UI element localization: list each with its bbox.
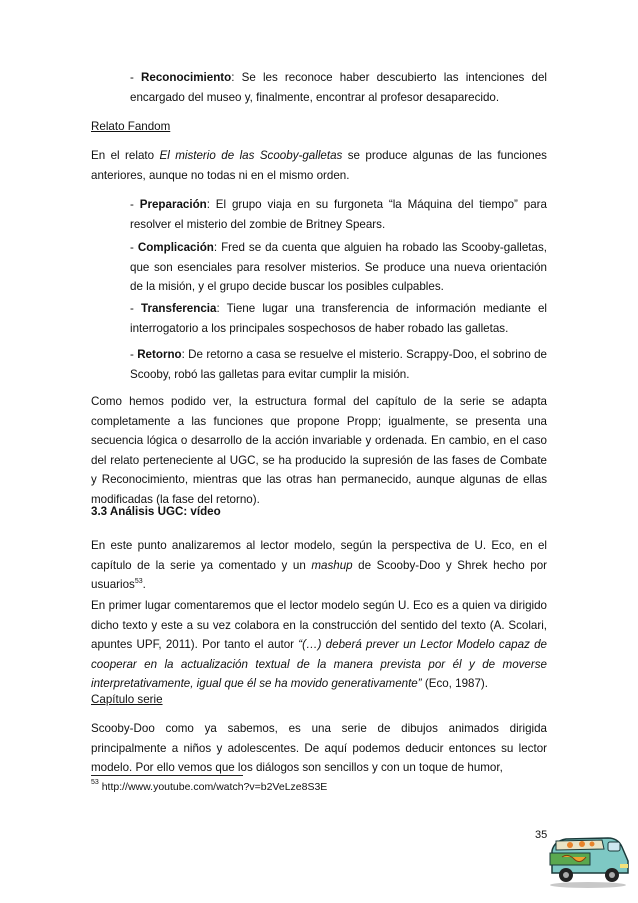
text: En el relato [91,149,160,162]
paragraph-transferencia [130,299,547,338]
text: : El grupo viaja en su furgoneta “la Máquina del tiempo” para resolver el misterio del zombie de Britney Spears. [130,198,547,231]
term-preparacion: Preparación [139,198,207,211]
paragraph-scooby-serie: Scooby-Doo como ya sabemos, es una serie de dibujos animados dirigida principalmente a niños y adolescentes. De aquí podemos deducir entonces su lector modelo. Por ello vemos que los diálogos son sencillos y con un toque de humor, [91,722,547,775]
paragraph-eco-lector [91,596,547,694]
text: . [142,578,146,592]
text: de Scooby-Doo y Shrek hecho por usuarios [91,558,547,592]
paragraph-lector-modelo-intro [91,536,547,595]
dash: - [130,348,138,361]
term-reconocimiento: Reconocimiento [141,71,232,84]
footnote-separator [91,775,243,776]
story-title: El misterio de las Scooby-galletas [159,149,343,162]
dash: - [130,302,142,315]
section-heading-3-3: 3.3 Análisis UGC: vídeo [91,505,221,518]
term-mashup: mashup [311,558,353,572]
text: : Se les reconoce haber descubierto las intenciones del encargado del museo y, finalmente, encontrar al profesor desaparecido. [130,71,547,104]
term-retorno: Retorno [137,348,182,361]
text: En este punto analizaremos al lector modelo, según la perspectiva de U. Eco, en el capítulo de la serie ya comentado y un [91,539,547,572]
footnote [91,781,327,793]
paragraph-retorno [130,345,547,384]
dash: - [130,198,140,211]
paragraph-complicacion [130,238,547,297]
text: : De retorno a casa se resuelve el misterio. Scrappy-Doo, el sobrino de Scooby, robó las galletas para evitar cumplir la misión. [130,348,547,381]
heading-capitulo-serie: Capítulo serie [91,693,163,706]
term-transferencia: Transferencia [141,302,217,315]
heading-relato-fandom: Relato Fandom [91,120,171,133]
dash: - [130,241,138,254]
text: En primer lugar comentaremos que el lector modelo según U. Eco es a quien va dirigido dicho texto y este a su vez colabora en la construcción del sentido del texto (A. Scolari, apuntes UPF, 2011). Por tanto el autor [91,599,547,652]
paragraph-fandom-intro [91,146,547,185]
text: se produce algunas de las funciones anteriores, aunque no todas ni en el mismo orden. [91,149,547,182]
paragraph-reconocimiento [130,68,547,107]
text: : Fred se da cuenta que alguien ha robado las Scooby-galletas, que son esenciales para resolver misterios. Se produce una nueva orientación de la misión, y el grupo decide buscar los posibles culpables. [130,241,547,294]
term-complicacion: Complicación [137,241,214,254]
footnote-url[interactable]: http://www.youtube.com/watch?v=b2VeLze8S3E [98,781,328,793]
text: : Tiene lugar una transferencia de información mediante el interrogatorio a los principales sospechosos de haber robado las galletas. [130,302,547,335]
paragraph-preparacion [130,195,547,234]
dash: - [130,71,142,84]
text: (Eco, 1987). [421,677,489,691]
quote-eco: “(…) deberá prever un Lector Modelo capaz de cooperar en la actualización textual de la manera prevista por él y de moverse interpretativamente, igual que él se ha movido generativamente” [91,638,547,691]
paragraph-conclusion-propp: Como hemos podido ver, la estructura formal del capítulo de la serie se adapta completamente a las funciones que propone Propp; igualmente, se presenta una secuencia lógica o desarrollo de la acción invariable y ordenada. En cambio, en el caso del relato perteneciente al UGC, se ha producido la supresión de las fases de Combate y Reconocimiento, mientras que las otras han permanecido, aunque algunas de ellas modificadas (la fase del retorno). [91,395,547,506]
mystery-machine-van-image [542,829,632,889]
page-number: 35 [535,829,548,841]
footnote-ref: 53 [134,578,143,586]
footnote-number: 53 [91,779,99,786]
